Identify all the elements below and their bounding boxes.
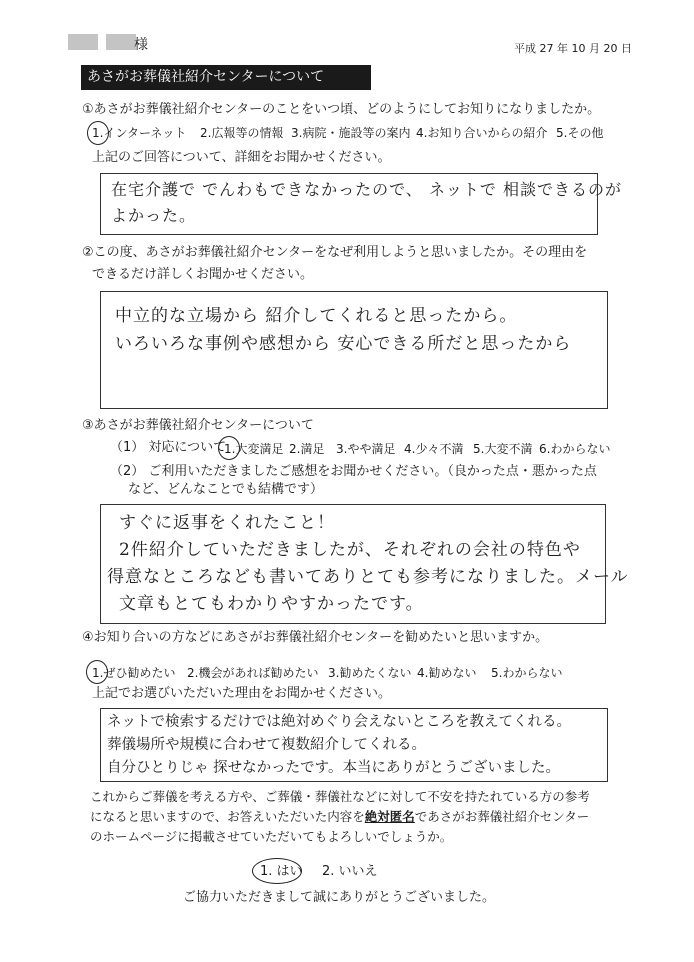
q3-question: ③あさがお葬儀社紹介センターについて [82,418,314,433]
q1-answer-box [100,173,622,235]
q3-option-2: 2.満足 [289,442,325,456]
q4-option-4: 4.勧めない [417,666,477,680]
q4-options [92,666,592,682]
consent-line: のホームページに掲載させていただいてもよろしいでしょうか。 [90,829,453,844]
redacted-name-block [68,34,98,50]
consent-line2-pre: になると思いますので、お答えいただいた内容を [90,809,365,824]
q2-question-line: ②この度、あさがお葬儀社紹介センターをなぜ利用しようと思いましたか。その理由を [82,245,588,260]
redacted-name-block [106,34,136,50]
section-banner: あさがお葬儀社紹介センターについて [81,65,371,90]
q3-answer-line: 得意なところなども書いてありとても参考になりました。メール [107,567,629,587]
q1-options [92,126,652,142]
q3-option-1: 1.大変満足 [224,442,284,456]
q4-option-3: 3.勧めたくない [328,666,412,680]
q2-question-line: できるだけ詳しくお聞かせください。 [92,267,314,282]
q4-answer-line: 自分ひとりじゃ 探せなかったです。本当にありがとうございました。 [107,760,560,776]
q3-sub2-line: （2） ご利用いただきましたご感想をお聞かせください。（良かった点・悪かった点 [110,464,597,479]
q1-answer-line: よかった。 [111,206,197,225]
q3-selection-circle [218,436,240,460]
q2-answer-line: 中立的な立場から 紹介してくれると思ったから。 [115,306,518,326]
consent-line [90,809,589,825]
q3-answer-line: 文章もとてもわかりやすかったです。 [119,594,424,614]
q4-answer-line: ネットで検索するだけでは絶対めぐり会えないところを教えてくれる。 [107,714,571,730]
q3-option-6: 6.わからない [539,442,611,456]
q4-answer-line: 葬儀場所や規模に合わせて複数紹介してくれる。 [107,737,426,753]
q4-answer-box [100,708,608,782]
q4-detail-prompt: 上記でお選びいただいた理由をお聞かせください。 [92,686,392,701]
q1-option-5: 5.その他 [556,126,604,140]
q3-answer-line: 2件紹介していただきましたが、それぞれの会社の特色や [119,540,581,560]
q1-detail-prompt: 上記のご回答について、詳細をお聞かせください。 [92,150,391,165]
q3-answer-box [100,504,629,624]
q2-answer-line: いろいろな事例や感想から 安心できる所だと思ったから [115,334,572,354]
q1-question: ①あさがお葬儀社紹介センターのことをいつ頃、どのようにしてお知りになりましたか。 [82,102,601,117]
q3-option-3: 3.やや満足 [336,442,396,456]
q4-option-2: 2.機会があれば勧めたい [187,666,319,680]
q1-option-1: 1.インターネット [92,126,187,140]
honorific: 様 [134,37,148,53]
consent-line: これからご葬儀を考える方や、ご葬儀・葬儀社などに対して不安を持たれている方の参考 [90,789,590,804]
q1-selection-circle [87,121,109,145]
q3-option-4: 4.少々不満 [404,442,464,456]
q3-sub1-label: （1） 対応について [110,440,227,455]
q1-answer-line: 在宅介護で でんわもできなかったので、 ネットで 相談できるのが [111,180,622,199]
q4-selection-circle [86,660,108,684]
consent-line2-post: であさがお葬儀社紹介センター [414,809,590,824]
q3-sub1-options [224,442,644,458]
q1-option-3: 3.病院・施設等の案内 [291,126,411,140]
consent-no: 2. いいえ [322,864,378,879]
q4-question: ④お知り合いの方などにあさがお葬儀社紹介センターを勧めたいと思いますか。 [82,630,549,645]
consent-selection-circle [252,858,302,884]
q1-option-2: 2.広報等の情報 [200,126,284,140]
q3-option-5: 5.大変不満 [473,442,533,456]
q4-option-5: 5.わからない [491,666,563,680]
q4-option-1: 1.ぜひ勧めたい [92,666,176,680]
q1-option-4: 4.お知り合いからの紹介 [416,126,548,140]
q3-sub2-line: など、どんなことでも結構です） [128,482,324,497]
q2-answer-box [100,291,608,409]
q3-answer-line: すぐに返事をくれたこと！ [119,513,335,533]
anonymity-emphasis: 絶対匿名 [364,809,415,824]
consent-yes: 1. はい [260,864,303,879]
survey-date: 平成 27 年 10 月 20 日 [514,42,632,55]
closing-thanks: ご協力いただきまして誠にありがとうございました。 [183,890,496,905]
